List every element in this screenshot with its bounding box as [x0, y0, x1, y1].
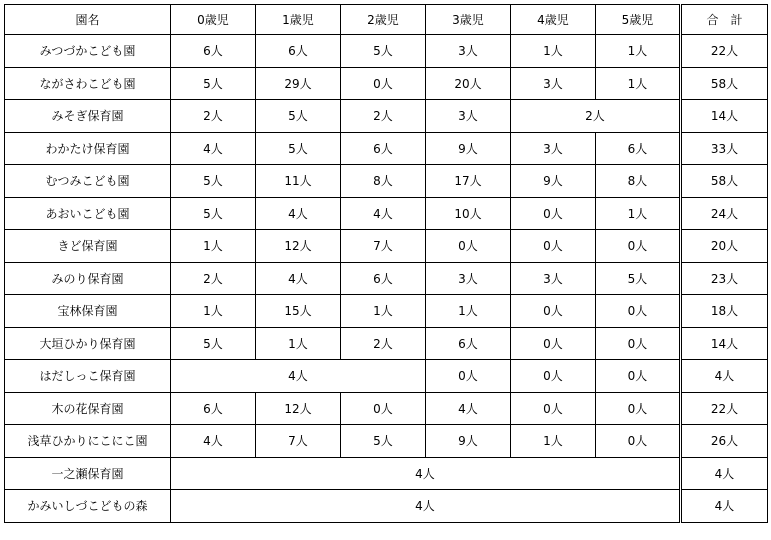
capacity-cell: 0人 — [511, 230, 596, 263]
facility-name: みそぎ保育園 — [5, 100, 171, 133]
capacity-cell: 4人 — [171, 132, 256, 165]
total-cell: 22人 — [681, 35, 768, 68]
header-age-1: 1歳児 — [256, 5, 341, 35]
capacity-cell: 1人 — [341, 295, 426, 328]
capacity-cell: 1人 — [511, 425, 596, 458]
capacity-cell: 2人 — [341, 100, 426, 133]
capacity-cell: 1人 — [426, 295, 511, 328]
capacity-cell: 4人 — [341, 197, 426, 230]
table-body — [5, 35, 768, 523]
capacity-cell: 5人 — [171, 165, 256, 198]
capacity-cell: 8人 — [341, 165, 426, 198]
total-cell: 58人 — [681, 165, 768, 198]
total-cell: 4人 — [681, 360, 768, 393]
capacity-cell: 5人 — [171, 327, 256, 360]
total-cell: 20人 — [681, 230, 768, 263]
capacity-cell: 1人 — [596, 67, 681, 100]
capacity-cell: 0人 — [426, 230, 511, 263]
table-row — [5, 262, 768, 295]
table-row — [5, 392, 768, 425]
capacity-cell: 1人 — [171, 295, 256, 328]
total-cell: 24人 — [681, 197, 768, 230]
capacity-cell: 8人 — [596, 165, 681, 198]
capacity-cell: 1人 — [256, 327, 341, 360]
facility-name: ながさわこども園 — [5, 67, 171, 100]
capacity-cell: 2人 — [171, 262, 256, 295]
capacity-cell: 5人 — [341, 425, 426, 458]
capacity-cell: 2人 — [511, 100, 681, 133]
capacity-cell: 0人 — [511, 295, 596, 328]
table-row — [5, 295, 768, 328]
facility-name: あおいこども園 — [5, 197, 171, 230]
total-cell: 33人 — [681, 132, 768, 165]
table-row — [5, 67, 768, 100]
capacity-cell: 12人 — [256, 392, 341, 425]
total-cell: 26人 — [681, 425, 768, 458]
facility-name: かみいしづこどもの森 — [5, 490, 171, 523]
capacity-cell: 7人 — [341, 230, 426, 263]
table-row — [5, 230, 768, 263]
table-row — [5, 35, 768, 68]
capacity-cell: 20人 — [426, 67, 511, 100]
table-row — [5, 165, 768, 198]
capacity-cell: 10人 — [426, 197, 511, 230]
capacity-cell: 5人 — [341, 35, 426, 68]
capacity-cell: 12人 — [256, 230, 341, 263]
facility-name: きど保育園 — [5, 230, 171, 263]
facility-name: 浅草ひかりにこにこ園 — [5, 425, 171, 458]
capacity-cell: 5人 — [256, 132, 341, 165]
capacity-cell: 15人 — [256, 295, 341, 328]
capacity-cell: 4人 — [171, 425, 256, 458]
table-row — [5, 360, 768, 393]
header-age-5: 5歳児 — [596, 5, 681, 35]
capacity-cell: 29人 — [256, 67, 341, 100]
capacity-cell: 0人 — [511, 392, 596, 425]
capacity-cell: 4人 — [256, 197, 341, 230]
capacity-cell: 0人 — [511, 327, 596, 360]
capacity-cell: 0人 — [341, 392, 426, 425]
capacity-cell: 9人 — [511, 165, 596, 198]
total-cell: 58人 — [681, 67, 768, 100]
capacity-cell: 9人 — [426, 132, 511, 165]
capacity-cell: 1人 — [511, 35, 596, 68]
facility-name: 一之瀬保育園 — [5, 457, 171, 490]
capacity-cell: 0人 — [596, 295, 681, 328]
facility-name: むつみこども園 — [5, 165, 171, 198]
facility-name: 宝林保育園 — [5, 295, 171, 328]
capacity-cell: 5人 — [171, 67, 256, 100]
capacity-cell: 0人 — [511, 360, 596, 393]
capacity-cell: 6人 — [426, 327, 511, 360]
capacity-cell: 2人 — [171, 100, 256, 133]
table-row — [5, 425, 768, 458]
capacity-cell: 0人 — [511, 197, 596, 230]
header-age-2: 2歳児 — [341, 5, 426, 35]
capacity-cell: 5人 — [171, 197, 256, 230]
capacity-cell: 5人 — [596, 262, 681, 295]
capacity-cell: 3人 — [511, 132, 596, 165]
table-row — [5, 100, 768, 133]
capacity-cell: 3人 — [426, 100, 511, 133]
capacity-cell: 6人 — [341, 132, 426, 165]
nursery-capacity-table — [4, 4, 768, 523]
capacity-cell: 6人 — [596, 132, 681, 165]
capacity-cell: 0人 — [596, 360, 681, 393]
capacity-cell: 4人 — [426, 392, 511, 425]
capacity-cell: 1人 — [171, 230, 256, 263]
capacity-cell: 6人 — [171, 392, 256, 425]
capacity-cell: 3人 — [426, 35, 511, 68]
capacity-cell: 6人 — [171, 35, 256, 68]
facility-name: みつづかこども園 — [5, 35, 171, 68]
facility-name: わかたけ保育園 — [5, 132, 171, 165]
facility-name: 大垣ひかり保育園 — [5, 327, 171, 360]
capacity-cell: 7人 — [256, 425, 341, 458]
capacity-cell: 0人 — [426, 360, 511, 393]
facility-name: 木の花保育園 — [5, 392, 171, 425]
table-row — [5, 197, 768, 230]
capacity-cell: 4人 — [256, 262, 341, 295]
capacity-cell: 0人 — [596, 327, 681, 360]
capacity-cell: 4人 — [171, 490, 681, 523]
total-cell: 14人 — [681, 100, 768, 133]
header-age-4: 4歳児 — [511, 5, 596, 35]
capacity-cell: 5人 — [256, 100, 341, 133]
capacity-cell: 0人 — [596, 230, 681, 263]
capacity-cell: 6人 — [341, 262, 426, 295]
capacity-cell: 0人 — [596, 392, 681, 425]
capacity-cell: 1人 — [596, 197, 681, 230]
facility-name: はだしっこ保育園 — [5, 360, 171, 393]
capacity-cell: 0人 — [596, 425, 681, 458]
table-row — [5, 132, 768, 165]
capacity-cell: 0人 — [341, 67, 426, 100]
capacity-cell: 6人 — [256, 35, 341, 68]
header-row — [5, 5, 768, 35]
table-row — [5, 457, 768, 490]
total-cell: 23人 — [681, 262, 768, 295]
header-name: 園名 — [5, 5, 171, 35]
total-cell: 4人 — [681, 490, 768, 523]
table-row — [5, 490, 768, 523]
capacity-cell: 3人 — [511, 262, 596, 295]
capacity-cell: 2人 — [341, 327, 426, 360]
capacity-cell: 3人 — [511, 67, 596, 100]
total-cell: 18人 — [681, 295, 768, 328]
header-total: 合 計 — [681, 5, 768, 35]
total-cell: 4人 — [681, 457, 768, 490]
header-age-3: 3歳児 — [426, 5, 511, 35]
capacity-cell: 3人 — [426, 262, 511, 295]
capacity-cell: 11人 — [256, 165, 341, 198]
table-row — [5, 327, 768, 360]
capacity-cell: 4人 — [171, 457, 681, 490]
total-cell: 14人 — [681, 327, 768, 360]
total-cell: 22人 — [681, 392, 768, 425]
capacity-cell: 17人 — [426, 165, 511, 198]
facility-name: みのり保育園 — [5, 262, 171, 295]
capacity-cell: 9人 — [426, 425, 511, 458]
header-age-0: 0歳児 — [171, 5, 256, 35]
capacity-cell: 1人 — [596, 35, 681, 68]
capacity-cell: 4人 — [171, 360, 426, 393]
